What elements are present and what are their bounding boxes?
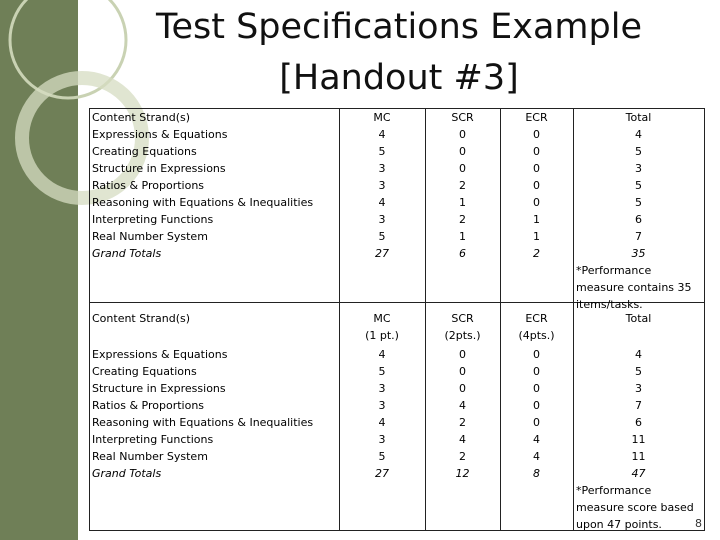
table1-cell: Real Number System: [92, 230, 208, 243]
table1-cell: 1: [459, 196, 466, 209]
table2-header-cell: SCR: [451, 312, 474, 325]
table1-cell: 3: [378, 213, 386, 226]
table1-cell: 7: [635, 230, 642, 243]
table2-cell: 11: [631, 433, 646, 446]
table2-cell: 2: [459, 416, 466, 429]
table2-cell: Reasoning with Equations & Inequalities: [92, 416, 314, 429]
table1-cell: 4: [378, 196, 386, 209]
table1-cell: 4: [635, 128, 642, 141]
table2-cell: 0: [459, 382, 466, 395]
table2-cell: 3: [378, 382, 386, 395]
table1-cell: 3: [635, 162, 642, 175]
table2-cell: 4: [635, 348, 642, 361]
table2-header-cell: Content Strand(s): [92, 312, 191, 325]
table1-total-cell: 2: [533, 247, 540, 260]
table1-header-cell: Content Strand(s): [92, 111, 191, 124]
table1-cell: 1: [459, 230, 466, 243]
table1-cell: Expressions & Equations: [92, 128, 228, 141]
table1-total-cell: 35: [631, 247, 646, 260]
table1-cell: 0: [459, 128, 466, 141]
table1-header-cell: Total: [625, 111, 652, 124]
table1-note: *Performance measure contains 35 items/tasks.: [576, 264, 692, 311]
table2-cell: 4: [533, 450, 540, 463]
table1-cell: 0: [533, 128, 540, 141]
table1-cell: 1: [533, 213, 540, 226]
table2-cell: 4: [533, 433, 540, 446]
table2-header-cell: Total: [625, 312, 652, 325]
table1-cell: 0: [533, 196, 540, 209]
table2-cell: 3: [635, 382, 642, 395]
table2-cell: 0: [533, 365, 540, 378]
table2-cell: Expressions & Equations: [92, 348, 228, 361]
table2-subheader-cell: (2pts.): [444, 329, 481, 342]
table1-header-cell: ECR: [525, 111, 548, 124]
table2-cell: 0: [533, 348, 540, 361]
table2-subheader-cell: (4pts.): [518, 329, 555, 342]
table2-cell: 0: [533, 416, 540, 429]
table1-header-cell: SCR: [451, 111, 474, 124]
table1-cell: 0: [459, 162, 466, 175]
table2-cell: 2: [459, 450, 466, 463]
table2-total-cell: Grand Totals: [92, 467, 162, 480]
table2-cell: Ratios & Proportions: [92, 399, 205, 412]
table2-total-cell: 47: [631, 467, 646, 480]
table2-cell: 5: [378, 365, 386, 378]
table1-cell: Structure in Expressions: [92, 162, 226, 175]
table2-subheader-cell: (1 pt.): [365, 329, 399, 342]
table2-cell: 4: [378, 348, 386, 361]
slide-title: [78, 2, 720, 104]
table2-cell: 4: [378, 416, 386, 429]
table1-cell: 5: [635, 196, 642, 209]
table1-cell: 3: [378, 179, 386, 192]
table2-cell: 4: [459, 433, 466, 446]
table1-total-cell: Grand Totals: [92, 247, 162, 260]
table2-total-cell: 12: [455, 467, 470, 480]
table2-header-cell: MC: [373, 312, 391, 325]
table2-cell: Creating Equations: [92, 365, 197, 378]
table1-cell: 5: [378, 230, 386, 243]
table1-cell: 2: [459, 179, 466, 192]
title-line-1: Test Specifications Example: [156, 7, 642, 47]
table2-cell: 3: [378, 399, 386, 412]
table2-cell: 3: [378, 433, 386, 446]
table1-cell: 5: [378, 145, 386, 158]
table2-cell: 6: [635, 416, 642, 429]
table1-cell: 3: [378, 162, 386, 175]
table2-cell: 0: [459, 365, 466, 378]
table1-cell: 5: [635, 179, 642, 192]
table2-cell: 4: [459, 399, 466, 412]
table1-total-cell: 6: [459, 247, 466, 260]
table1-cell: Ratios & Proportions: [92, 179, 205, 192]
table2-cell: 5: [378, 450, 386, 463]
table2-cell: 0: [533, 382, 540, 395]
table2-cell: 11: [631, 450, 646, 463]
table1-cell: Reasoning with Equations & Inequalities: [92, 196, 314, 209]
table2-cell: Interpreting Functions: [92, 433, 214, 446]
page-number: 8: [695, 517, 702, 530]
table1-cell: 2: [459, 213, 466, 226]
table2-cell: Real Number System: [92, 450, 208, 463]
table1-total-cell: 27: [375, 247, 389, 260]
table1-cell: Creating Equations: [92, 145, 197, 158]
table1-cell: 0: [459, 145, 466, 158]
table1-header-cell: MC: [373, 111, 391, 124]
table2-note: *Performance measure score based upon 47 points.: [576, 484, 694, 531]
table2-cell: 0: [459, 348, 466, 361]
table1-cell: 0: [533, 145, 540, 158]
table1-cell: 1: [533, 230, 540, 243]
table2-total-cell: 8: [533, 467, 540, 480]
spec-table: [89, 108, 705, 531]
table2-header-cell: ECR: [525, 312, 548, 325]
table2-cell: 5: [635, 365, 642, 378]
table2-cell: 7: [635, 399, 642, 412]
table1-cell: 6: [635, 213, 642, 226]
table1-cell: 0: [533, 162, 540, 175]
table1-cell: Interpreting Functions: [92, 213, 214, 226]
table1-cell: 5: [635, 145, 642, 158]
table2-cell: Structure in Expressions: [92, 382, 226, 395]
title-line-2: [Handout #3]: [279, 58, 519, 98]
table1-cell: 4: [378, 128, 386, 141]
table2-cell: 0: [533, 399, 540, 412]
table1-cell: 0: [533, 179, 540, 192]
table2-total-cell: 27: [375, 467, 389, 480]
